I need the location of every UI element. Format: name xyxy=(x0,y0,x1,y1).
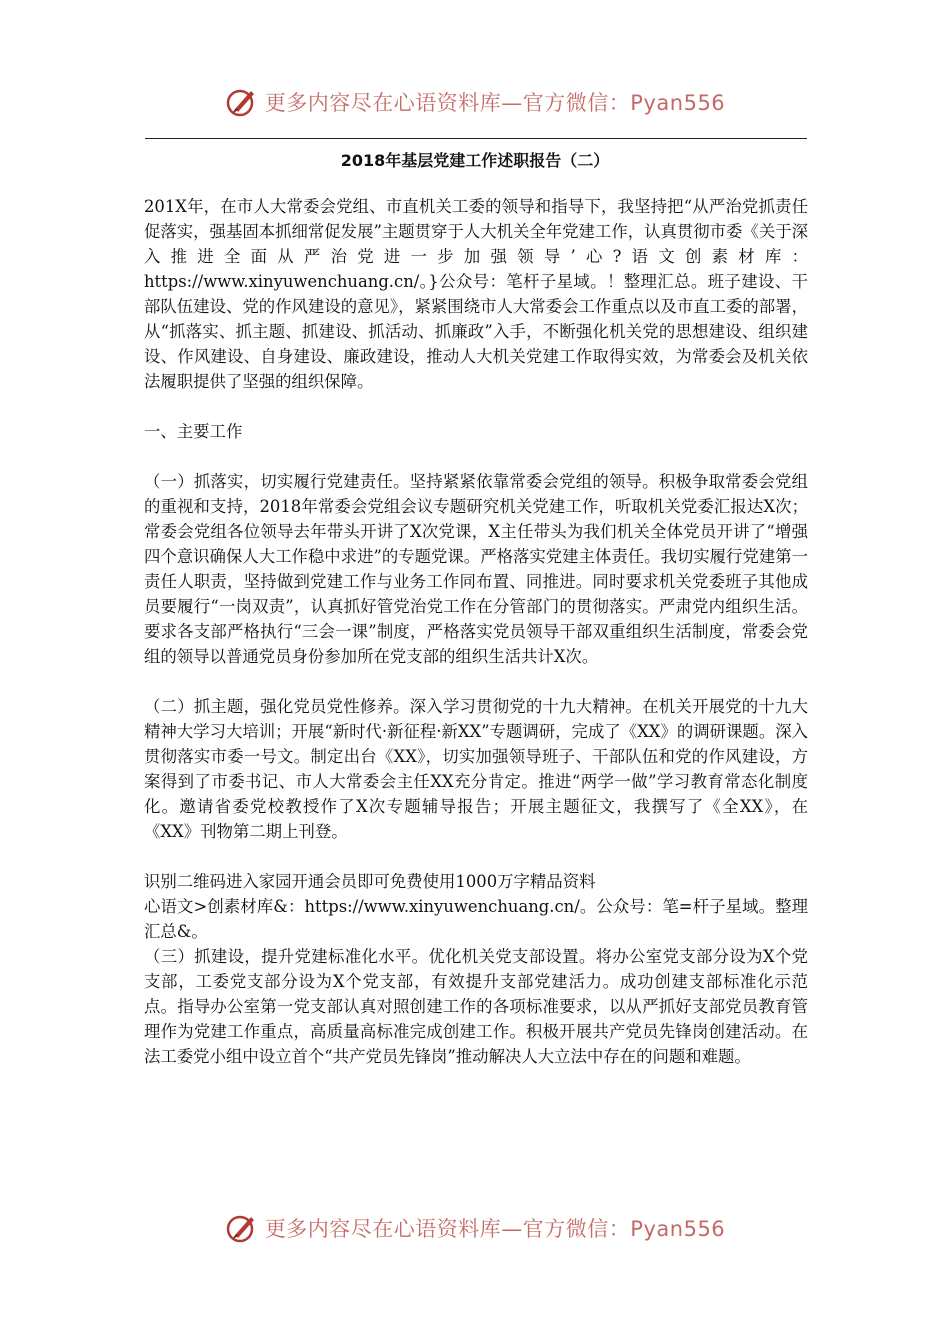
paragraph-3: （三）抓建设，提升党建标准化水平。优化机关党支部设置。将办公室党支部分设为X个党支部，工委党支部分设为X个党支部，有效提升支部党建活力。成功创建支部标准化示范点。指导办公室第一党支部认真对照创建工作的各项标准要求，以从严抓好支部党员教育管理作为党建工作重点，高质量高标准完成创建工作。积极开展共产党员先锋岗创建活动。在法工委党小组中设立首个“共产党员先锋岗”推动解决人大立法中存在的问题和难题。 xyxy=(144,947,808,1066)
header-divider xyxy=(145,138,807,139)
section-heading: 一、主要工作 xyxy=(144,422,243,441)
header-banner-text: 更多内容尽在心语资料库—官方微信：Pyan556 xyxy=(264,91,726,115)
intro-paragraph: 201X年，在市人大常委会党组、市直机关工委的领导和指导下，我坚持把“从严治党抓责任促落实，强基固本抓细常促发展”主题贯穿于人大机关全年党建工作，认真贯彻市委《关于深入推进全面从严治党进一步加强领导’心?语文创素材库：https://www.xinyuwenchuang.cn/。}公众号：笔杆子星域。！整理汇总。班子建设、干部队伍建设、党的作风建设的意见》，紧紧围绕市人大常委会工作重点以及市直工委的部署，从“抓落实、抓主题、抓建设、抓活动、抓廉政”入手，不断强化机关党的思想建设、组织建设、作风建设、自身建设、廉政建设，推动人大机关党建工作取得实效，为常委会及机关依法履职提供了坚强的组织保障。 xyxy=(144,197,809,391)
document-body xyxy=(144,194,808,1069)
brush-pen-logo-icon xyxy=(225,85,259,119)
brush-pen-logo-icon xyxy=(225,1211,259,1245)
document-title: 2018年基层党建工作述职报告（二） xyxy=(340,151,610,170)
source-line: 心语文>创素材库&：https://www.xinyuwenchuang.cn/。公众号：笔=杆子星域。整理汇总&。 xyxy=(144,897,808,941)
header-banner xyxy=(0,80,950,124)
promo-line: 识别二维码进入家园开通会员即可免费使用1000万字精品资料 xyxy=(144,872,596,891)
footer-banner xyxy=(0,1206,950,1250)
paragraph-2: （二）抓主题，强化党员党性修养。深入学习贯彻党的十九大精神。在机关开展党的十九大精神大学习大培训；开展“新时代·新征程·新XX”专题调研，完成了《XX》的调研课题。深入贯彻落实市委一号文。制定出台《XX》，切实加强领导班子、干部队伍和党的作风建设，方案得到了市委书记、市人大常委会主任XX充分肯定。推进“两学一做”学习教育常态化制度化。邀请省委党校教授作了X次专题辅导报告；开展主题征文，我撰写了《全XX》，在《XX》刊物第二期上刊登。 xyxy=(144,697,808,841)
paragraph-1: （一）抓落实，切实履行党建责任。坚持紧紧依靠常委会党组的领导。积极争取常委会党组的重视和支持，2018年常委会党组会议专题研究机关党建工作，听取机关党委汇报达X次；常委会党组各位领导去年带头开讲了X次党课，X主任带头为我们机关全体党员开讲了“增强四个意识确保人大工作稳中求进”的专题党课。严格落实党建主体责任。我切实履行党建第一责任人职责，坚持做到党建工作与业务工作同布置、同推进。同时要求机关党委班子其他成员要履行“一岗双责”，认真抓好管党治党工作在分管部门的贯彻落实。严肃党内组织生活。要求各支部严格执行“三会一课”制度，严格落实党员领导干部双重组织生活制度，常委会党组的领导以普通党员身份参加所在党支部的组织生活共计X次。 xyxy=(144,472,809,666)
footer-banner-text: 更多内容尽在心语资料库—官方微信：Pyan556 xyxy=(264,1217,726,1241)
